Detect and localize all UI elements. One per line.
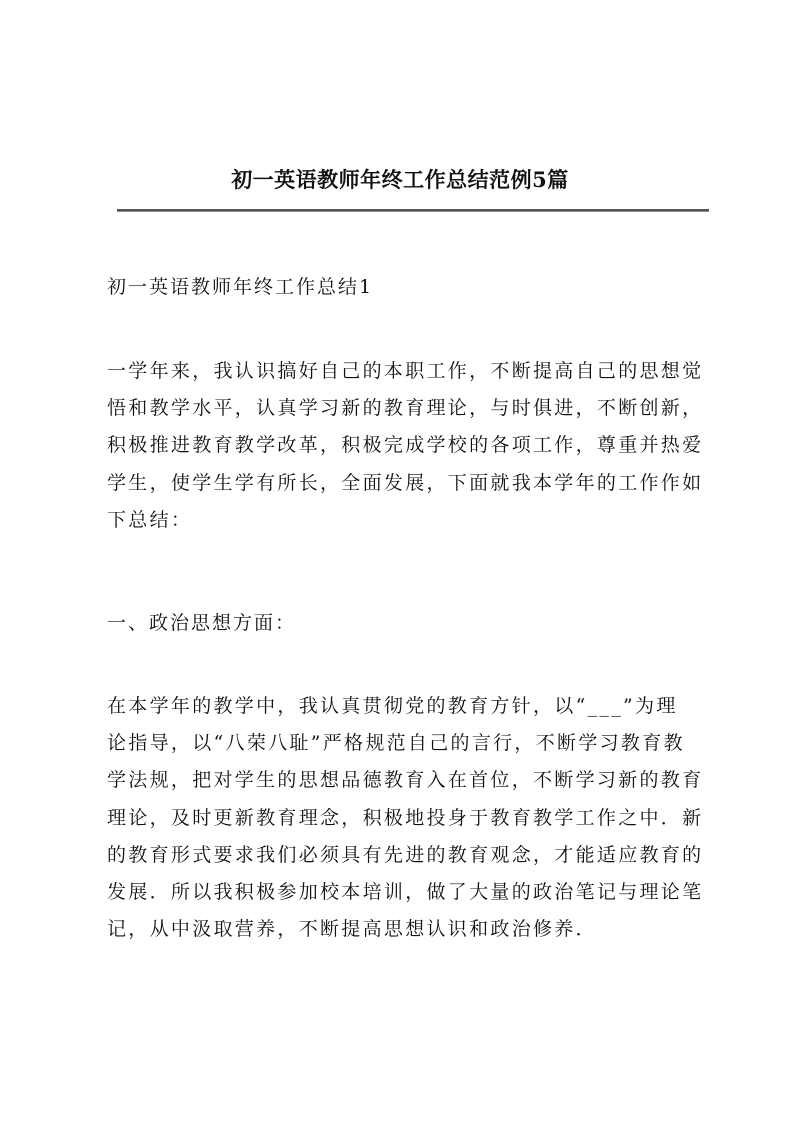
title-divider bbox=[117, 209, 709, 212]
paragraph-line: 在本学年的教学中，我认真贯彻党的教育方针，以“___”为理 bbox=[107, 695, 678, 717]
document-title: 初一英语教师年终工作总结范例5篇 bbox=[231, 167, 569, 192]
paragraph-line: 的教育形式要求我们必须具有先进的教育观念，才能适应教育的 bbox=[107, 843, 704, 866]
politics-subheading: 一、政治思想方面： bbox=[107, 612, 297, 634]
paragraph-line: 积极推进教育教学改革，积极完成学校的各项工作，尊重并热爱 bbox=[107, 434, 704, 457]
intro-paragraph bbox=[107, 353, 707, 539]
section-title: 初一英语教师年终工作总结1 bbox=[107, 276, 374, 298]
paragraph-line: 一学年来，我认识搞好自己的本职工作，不断提高自己的思想觉 bbox=[107, 360, 704, 382]
paragraph-line: 记，从中汲取营养，不断提高思想认识和政治修养． bbox=[107, 918, 597, 941]
paragraph-line: 论指导，以“八荣八耻”严格规范自己的言行，不断学习教育教 bbox=[107, 732, 685, 755]
paragraph-line: 理论，及时更新教育理念，积极地投身于教育教学工作之中．新 bbox=[107, 806, 704, 829]
paragraph-line: 悟和教学水平，认真学习新的教育理论，与时俱进，不断创新， bbox=[107, 397, 704, 420]
politics-paragraph bbox=[107, 688, 707, 948]
paragraph-line: 学生，使学生学有所长，全面发展，下面就我本学年的工作作如 bbox=[107, 471, 704, 494]
paragraph-line: 发展．所以我积极参加校本培训，做了大量的政治笔记与理论笔 bbox=[107, 881, 704, 904]
paragraph-line: 学法规，把对学生的思想品德教育入在首位，不断学习新的教育 bbox=[107, 769, 704, 792]
paragraph-line: 下总结： bbox=[107, 508, 193, 531]
